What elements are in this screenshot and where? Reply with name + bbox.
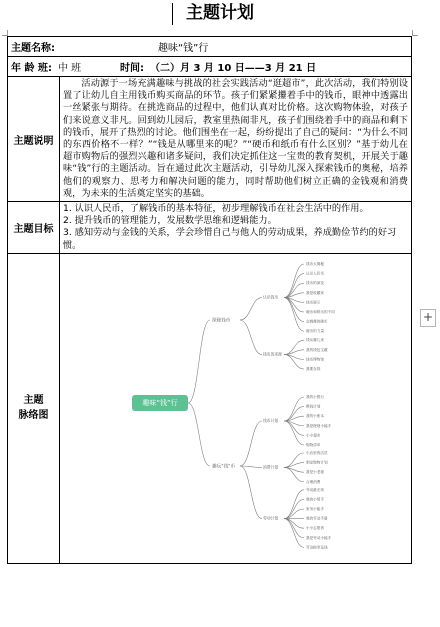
mindmap-connector xyxy=(284,297,304,331)
time-value: （二）月 3 月 10 日——3 月 21 日 xyxy=(149,63,317,74)
mindmap-leaf-label: 小小超市 xyxy=(306,433,321,438)
mindmap-connector xyxy=(188,403,210,466)
mindmap-leaf-label: 钱币展示 xyxy=(306,300,321,305)
mindmap-leaf-label: 钱币博物馆 xyxy=(306,357,324,362)
goal-item: 2. 提升钱币的管理能力，发展数学思维和逻辑能力。 xyxy=(63,215,277,227)
mindmap-connector xyxy=(284,518,304,528)
time-label: 时间: xyxy=(119,63,144,74)
description-label: 主题说明 xyxy=(8,77,60,202)
row-age-time xyxy=(8,57,412,77)
row-theme-name xyxy=(8,37,412,57)
mindmap-connector xyxy=(284,397,304,421)
mindmap-leaf-label: 购物清单 xyxy=(306,442,321,447)
description-text: 活动源于一场充满趣味与挑战的社会实践活动“逛超市”，此次活动，我们特别设置了让幼儿自主用钱币购买商品的环节。孩子们紧紧攥着手中的钱币，眼神中透露出一丝紧张与期待。在挑选商品的过程中，他们认真对比价格。这次购物体验，对孩子们来说意义非凡。回到幼儿园后，教室里热闹非凡，孩子们围绕着手中的商品和剩下的钱币，展开了热烈的讨论。他们围坐在一起，纷纷提出了自己的疑问：“为什么不同的东西价格不一样？”“钱是从哪里来的呢？”“硬币和纸币有什么区别？”基于幼儿在超市购物后的强烈兴趣和诸多疑问，我们决定抓住这一宝贵的教育契机，开展关于趣味“钱”行的主题活动。旨在通过此次主题活动，引导幼儿深入探索钱币的奥秘，培养他们的观察力、思考力和解决问题的能力，同时帮助他们树立正确的金钱观和消费观，为未来的生活奠定坚实的基础。 xyxy=(63,78,408,199)
goal-item: 3. 感知劳动与金钱的关系，学会珍惜自己与他人的劳动成果，养成勤俭节约的好习惯。 xyxy=(63,227,397,251)
mindmap-branch-label: 探秘钱币 xyxy=(212,318,231,324)
age-time-cell[interactable] xyxy=(8,57,412,77)
mindmap-connector xyxy=(240,466,262,519)
description-cell[interactable] xyxy=(60,77,412,202)
mindmap-connector xyxy=(284,421,304,445)
mindmap-leaf-label: 小小志愿者 xyxy=(306,526,324,531)
mindmap-root-label: 趣味“钱”行 xyxy=(142,398,178,407)
mindmap-group-label: 认识钱币 xyxy=(263,294,279,300)
mindmap-leaf-label: 我是劳动小能手 xyxy=(306,535,332,540)
plan-table xyxy=(7,36,412,564)
mindmap-group-label: 消费计划 xyxy=(263,464,279,470)
goals-cell[interactable] xyxy=(60,202,412,254)
mindmap-connector xyxy=(240,421,262,466)
mindmap-connector xyxy=(188,320,210,403)
row-mindmap xyxy=(8,253,412,563)
mindmap-leaf-label: 我的劳动手册 xyxy=(306,516,328,521)
mindmap-branch-label: 趣玩“钱”币 xyxy=(212,464,236,470)
mindmap-leaf-label: 钱从哪儿来 xyxy=(306,338,324,343)
text-cursor xyxy=(172,3,173,25)
mindmap-connector xyxy=(284,499,304,518)
mindmap-connector xyxy=(240,466,262,467)
page-corner-mark-right xyxy=(412,30,418,36)
mindmap-leaf-label: 我是小老板 xyxy=(306,470,324,475)
mindmap-leaf-label: 我是理财小能手 xyxy=(306,423,332,428)
mindmap-diagram xyxy=(60,254,410,560)
mindmap-cell[interactable] xyxy=(60,253,412,563)
mindmap-connector xyxy=(284,264,304,298)
mindmap-leaf-label: 硬币的力量 xyxy=(306,329,324,334)
mindmap-label-line1: 主题 xyxy=(23,395,44,407)
mindmap-connector xyxy=(284,509,304,519)
age-value: 中 班 xyxy=(57,63,82,74)
mindmap-leaf-label: 钱币的演变 xyxy=(306,281,324,286)
theme-name-value: 趣味“钱”行 xyxy=(158,43,209,54)
mindmap-leaf-label: 钱币大揭秘 xyxy=(306,261,324,266)
mindmap-label xyxy=(8,253,60,563)
mindmap-connector xyxy=(284,518,304,547)
theme-name-label: 主题名称: xyxy=(11,43,55,54)
mindmap-leaf-label: 我是收藏家 xyxy=(306,290,324,295)
mindmap-leaf-label: 劳动换零花钱 xyxy=(306,545,328,550)
mindmap-leaf-label: 合理消费 xyxy=(306,479,321,484)
goals-list xyxy=(60,202,411,253)
row-description xyxy=(8,77,412,202)
mindmap-group-label: 钱币计划 xyxy=(263,417,279,423)
mindmap-connector xyxy=(284,490,304,519)
mindmap-leaf-label: 我的小银行 xyxy=(306,394,324,399)
mindmap-leaf-label: 我的钱包宝藏 xyxy=(306,347,328,352)
mindmap-leaf-label: 家务小能手 xyxy=(306,506,324,511)
row-goals xyxy=(8,202,412,254)
mindmap-leaf-label: 会跳舞的硬币 xyxy=(306,319,328,324)
mindmap-leaf-label: 我的小账本 xyxy=(306,414,324,419)
mindmap-leaf-label: 硬币和纸币的不同 xyxy=(306,309,335,314)
mindmap-label-line2: 脉络图 xyxy=(18,410,49,422)
mindmap-group-label: 钱币的来源 xyxy=(263,351,282,357)
goal-item: 1. 认识人民币，了解钱币的基本特征，初步理解钱币在社会生活中的作用。 xyxy=(63,203,369,215)
mindmap-leaf-label: 我的小帮手 xyxy=(306,497,324,502)
mindmap-connector xyxy=(284,518,304,537)
mindmap-leaf-label: 我要存钱 xyxy=(306,366,321,371)
theme-name-cell[interactable] xyxy=(8,37,412,57)
mindmap-connector xyxy=(284,273,304,297)
mindmap-leaf-label: 认识人民币 xyxy=(306,271,324,276)
document-title: 主题计划 xyxy=(186,3,254,23)
mindmap-connector xyxy=(284,297,304,321)
goals-label: 主题目标 xyxy=(8,202,60,254)
mindmap-leaf-label: 攒钱计划 xyxy=(306,404,321,409)
add-icon-button[interactable]: + xyxy=(420,309,436,327)
mindmap-group-label: 劳动计划 xyxy=(263,515,279,521)
mindmap-leaf-label: 劳动最光荣 xyxy=(306,487,324,492)
mindmap-connector xyxy=(240,297,262,319)
mindmap-leaf-label: 小店里的店员 xyxy=(306,450,328,455)
mindmap-connector xyxy=(240,320,262,355)
mindmap-leaf-label: 制定购物计划 xyxy=(306,460,328,465)
age-label: 年 龄 班: xyxy=(11,63,52,74)
